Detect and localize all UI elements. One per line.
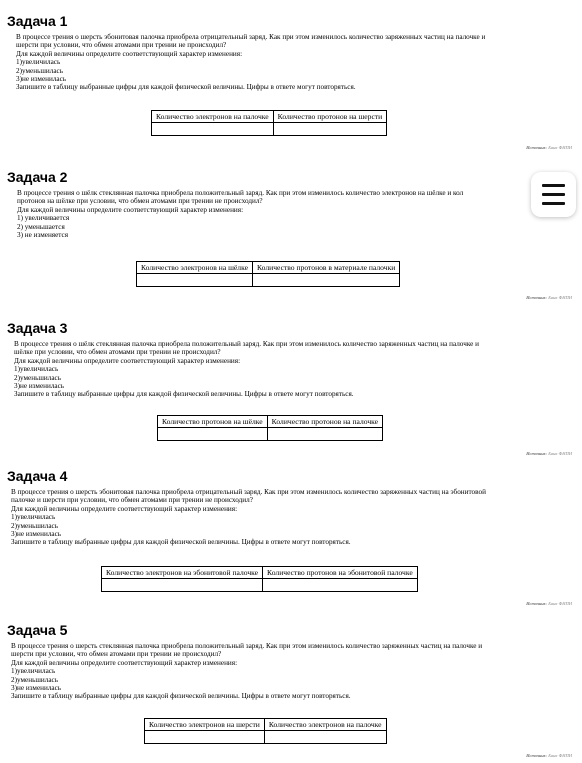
task-text-line: палочке и шерсти при условии, что обмен атомами при трении не происходил?: [11, 496, 253, 505]
task-option-2: 2)уменьшилась: [11, 521, 58, 530]
task-option-2: 2) уменьшается: [17, 222, 65, 231]
task-text-line: В процессе трения о шёлк стеклянная палочка приобрела положительный заряд. Как при этом изменилось количество электронов на шёлке и кол: [17, 189, 464, 197]
task-text: [17, 189, 563, 239]
task-title: Задача 4: [7, 468, 68, 484]
task-title: Задача 1: [7, 13, 68, 29]
task-option-2: 2)уменьшилась: [11, 675, 58, 684]
answer-cell[interactable]: [102, 579, 263, 592]
source-link[interactable]: Банк ФИПИ: [548, 451, 572, 456]
task-option-3: 3)не изменилась: [11, 684, 62, 693]
task-text-line: В процессе трения о шерсть эбонитовая палочка приобрела отрицательный заряд. Как при этом изменилось количество заряженных частиц на палочке и: [16, 33, 486, 41]
answer-cell[interactable]: [267, 428, 382, 441]
task-text-line: шерсти при условии, что обмен атомами при трении не происходил?: [16, 41, 227, 50]
source-note: [526, 753, 572, 759]
answer-table-header-row: [145, 719, 387, 731]
answer-table-input-row: [137, 274, 400, 287]
answer-table-header: Количество протонов на палочке: [267, 416, 382, 428]
source-note: [526, 145, 572, 151]
source-note: [526, 601, 572, 607]
task-text-line: шёлке при условии, что обмен атомами при трении не происходил?: [14, 348, 221, 357]
source-link[interactable]: Банк ФИПИ: [548, 145, 572, 150]
task-option-1: 1) увеличивается: [17, 214, 70, 223]
answer-table: [136, 261, 400, 287]
task-text-line: Для каждой величины определите соответствующий характер изменения:: [11, 504, 238, 513]
answer-cell[interactable]: [158, 428, 268, 441]
answer-table-header-row: [137, 262, 400, 274]
answer-table-header: Количество электронов на палочке: [152, 111, 274, 123]
source-label: Источник:: [526, 295, 548, 300]
task-text-line: Для каждой величины определите соответствующий характер изменения:: [14, 356, 241, 365]
task-option-2: 2)уменьшилась: [16, 66, 63, 75]
source-note: [526, 451, 572, 457]
source-link[interactable]: Банк ФИПИ: [548, 753, 572, 758]
answer-table-input-row: [102, 579, 418, 592]
answer-table-header-row: [102, 567, 418, 579]
task-title: Задача 3: [7, 320, 68, 336]
answer-table-input-row: [145, 731, 387, 744]
answer-table-header: Количество электронов на палочке: [264, 719, 386, 731]
answer-table: [157, 415, 383, 441]
answer-cell[interactable]: [263, 579, 418, 592]
task-text: [14, 340, 560, 399]
menu-button[interactable]: [531, 172, 576, 217]
answer-table-header: Количество протонов на шерсти: [273, 111, 387, 123]
task-title: Задача 5: [7, 622, 68, 638]
task-option-1: 1)увеличилась: [14, 365, 59, 374]
answer-table-input-row: [158, 428, 383, 441]
answer-cell[interactable]: [264, 731, 386, 744]
answer-cell[interactable]: [273, 123, 387, 136]
task-text-line: Для каждой величины определите соответствующий характер изменения:: [16, 49, 243, 58]
answer-table-header: Количество протонов в материале палочки: [252, 262, 399, 274]
task-option-1: 1)увеличилась: [11, 667, 56, 676]
source-note: [526, 295, 572, 301]
task-option-1: 1)увеличилась: [11, 513, 56, 522]
answer-cell[interactable]: [137, 274, 253, 287]
task-option-2: 2)уменьшилась: [14, 373, 61, 382]
task-instruction: Запишите в таблицу выбранные цифры для каждой физической величины. Цифры в ответе могут повторяться.: [11, 538, 351, 547]
task-instruction: Запишите в таблицу выбранные цифры для каждой физической величины. Цифры в ответе могут повторяться.: [11, 692, 351, 701]
task-text: [16, 33, 562, 92]
answer-cell[interactable]: [145, 731, 265, 744]
task-text-line: Для каждой величины определите соответствующий характер изменения:: [11, 658, 238, 667]
answer-table-header: Количество протонов на эбонитовой палочке: [263, 567, 418, 579]
source-link[interactable]: Банк ФИПИ: [548, 295, 572, 300]
answer-table-header: Количество электронов на шерсти: [145, 719, 265, 731]
task-text-line: В процессе трения о шёлк стеклянная палочка приобрела положительный заряд. Как при этом изменилось количество заряженных частиц на палочке и: [14, 340, 479, 348]
task-title: Задача 2: [7, 169, 68, 185]
answer-table: [101, 566, 418, 592]
answer-table: [144, 718, 387, 744]
source-label: Источник:: [526, 753, 548, 758]
answer-table-header: Количество протонов на шёлке: [158, 416, 268, 428]
source-label: Источник:: [526, 601, 548, 606]
task-text-line: В процессе трения о шерсть эбонитовая палочка приобрела отрицательный заряд. Как при этом изменилось количество заряженных частиц на эбонитовой: [11, 488, 486, 496]
answer-table-header-row: [158, 416, 383, 428]
source-label: Источник:: [526, 145, 548, 150]
source-link[interactable]: Банк ФИПИ: [548, 601, 572, 606]
answer-table-header: Количество электронов на шёлке: [137, 262, 253, 274]
task-instruction: Запишите в таблицу выбранные цифры для каждой физической величины. Цифры в ответе могут повторяться.: [14, 390, 354, 399]
answer-cell[interactable]: [252, 274, 399, 287]
answer-cell[interactable]: [152, 123, 274, 136]
task-option-3: 3) не изменяется: [17, 231, 69, 240]
task-option-1: 1)увеличилась: [16, 58, 61, 67]
task-text-line: шерсти при условии, что обмен атомами при трении не происходил?: [11, 650, 222, 659]
answer-table: [151, 110, 387, 136]
task-instruction: Запишите в таблицу выбранные цифры для каждой физической величины. Цифры в ответе могут повторяться.: [16, 83, 356, 92]
task-option-3: 3)не изменилась: [16, 75, 67, 84]
task-text-line: В процессе трения о шерсть стеклянная палочка приобрела положительный заряд. Как при этом изменилось количество заряженных частиц на палочке и: [11, 642, 483, 650]
task-option-3: 3)не изменилась: [14, 382, 65, 391]
source-label: Источник:: [526, 451, 548, 456]
answer-table-header-row: [152, 111, 387, 123]
task-text: [11, 488, 571, 547]
answer-table-header: Количество электронов на эбонитовой палочке: [102, 567, 263, 579]
task-text-line: Для каждой величины определите соответствующий характер изменения:: [17, 205, 244, 214]
task-option-3: 3)не изменилась: [11, 530, 62, 539]
task-text: [11, 642, 571, 701]
task-text-line: протонов на шёлке при условии, что обмен атомами при трении не происходил?: [17, 197, 263, 206]
answer-table-input-row: [152, 123, 387, 136]
